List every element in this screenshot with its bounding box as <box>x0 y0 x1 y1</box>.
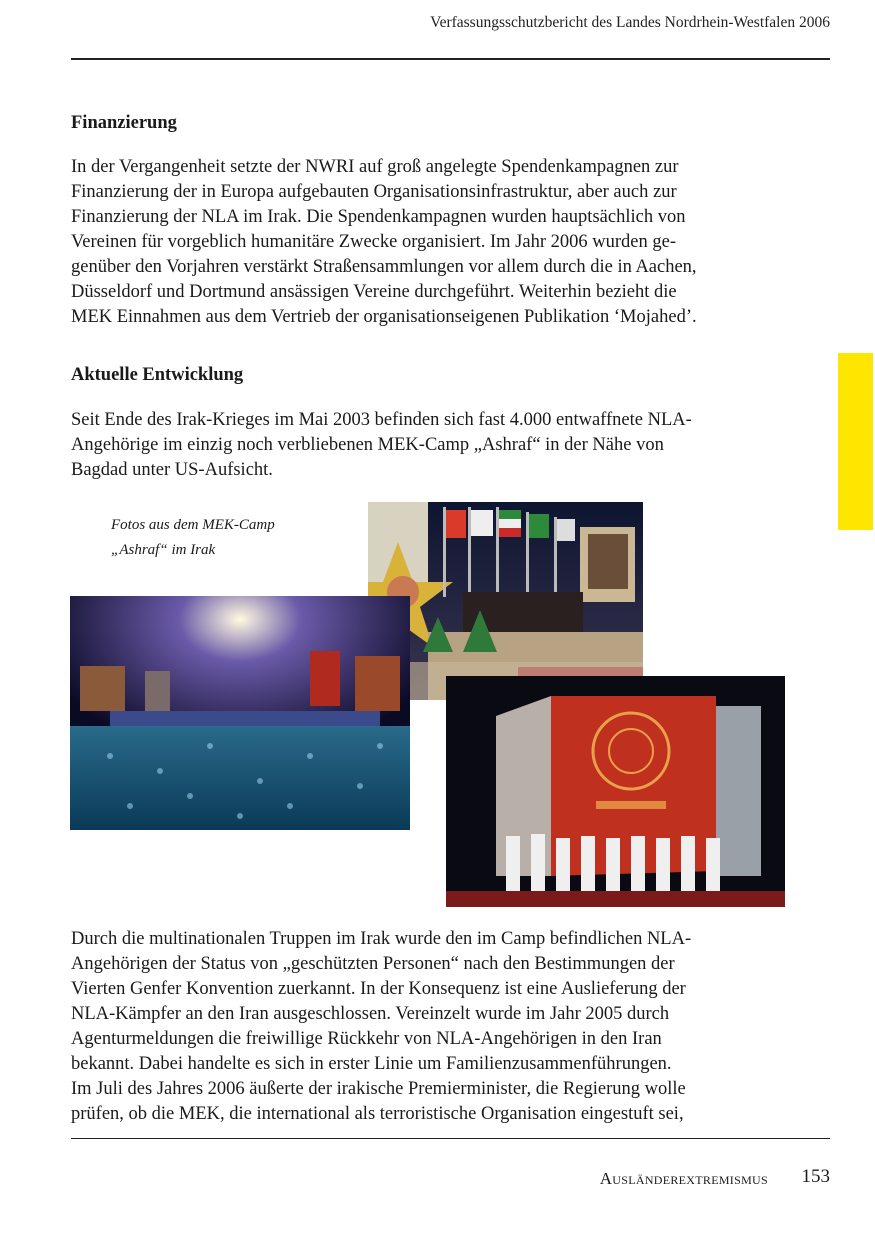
text-line: Angehörigen der Status von „geschützten Personen“ nach den Bestimmungen der <box>71 954 675 974</box>
text-line: Angehörige im einzig noch verbliebenen MEK-Camp „Ashraf“ in der Nähe von <box>71 435 664 455</box>
text-line: Durch die multinationalen Truppen im Irak wurde den im Camp befindlichen NLA- <box>71 929 692 949</box>
text-line: NLA-Kämpfer an den Iran ausgeschlossen. Vereinzelt wurde im Jahr 2005 durch <box>71 1004 670 1024</box>
running-header-title: Verfassungsschutzbericht des Landes Nordrhein-Westfalen 2006 <box>430 14 830 31</box>
paragraph-aktuelle-entwicklung <box>71 408 791 483</box>
text-line: In der Vergangenheit setzte der NWRI auf groß angelegte Spendenkampagnen zur <box>71 157 679 177</box>
text-line: Finanzierung der in Europa aufgebauten Organisationsinfrastruktur, aber auch zur <box>71 182 677 202</box>
text-line: MEK Einnahmen aus dem Vertrieb der organisationseigenen Publikation ‘Mojahed’. <box>71 307 697 327</box>
text-line: Finanzierung der NLA im Irak. Die Spendenkampagnen wurden hauptsächlich von <box>71 207 686 227</box>
paragraph-continuation <box>71 927 791 1127</box>
text-line: Düsseldorf und Dortmund ansässigen Vereine durchgeführt. Weiterhin bezieht die <box>71 282 677 302</box>
caption-line: Fotos aus dem MEK-Camp <box>111 517 275 533</box>
heading-finanzierung: Finanzierung <box>71 113 177 133</box>
footer-section-title: Ausländerextremismus <box>599 1169 768 1188</box>
text-line: genüber den Vorjahren verstärkt Straßensammlungen vor allem durch die in Aachen, <box>71 257 697 277</box>
page-number: 153 <box>801 1166 830 1187</box>
text-line: bekannt. Dabei handelte es sich in erster Linie um Familienzusammenführungen. <box>71 1054 672 1074</box>
text-line: Vereinen für vorgeblich humanitäre Zwecke organisiert. Im Jahr 2006 wurden ge- <box>71 232 676 252</box>
text-line: Agenturmeldungen die freiwillige Rückkehr von NLA-Angehörigen in den Iran <box>71 1029 662 1049</box>
text-line: Vierten Genfer Konvention zuerkannt. In der Konsequenz ist eine Auslieferung der <box>71 979 686 999</box>
caption-line: „Ashraf“ im Irak <box>111 542 216 558</box>
heading-aktuelle-entwicklung: Aktuelle Entwicklung <box>71 365 244 385</box>
footer-rule <box>71 1138 830 1139</box>
photo-red-banner <box>446 676 785 907</box>
header-rule <box>71 58 830 60</box>
photo-caption <box>111 513 275 563</box>
text-line: Bagdad unter US-Aufsicht. <box>71 460 273 480</box>
text-line: prüfen, ob die MEK, die international als terroristische Organisation eingestuft sei, <box>71 1104 684 1124</box>
paragraph-finanzierung <box>71 155 791 330</box>
text-line: Seit Ende des Irak-Krieges im Mai 2003 befinden sich fast 4.000 entwaffnete NLA- <box>71 410 692 430</box>
text-line: Im Juli des Jahres 2006 äußerte der irakische Premierminister, die Regierung wolle <box>71 1079 686 1099</box>
photo-crowd-night <box>70 596 410 830</box>
chapter-side-tab <box>838 353 873 530</box>
